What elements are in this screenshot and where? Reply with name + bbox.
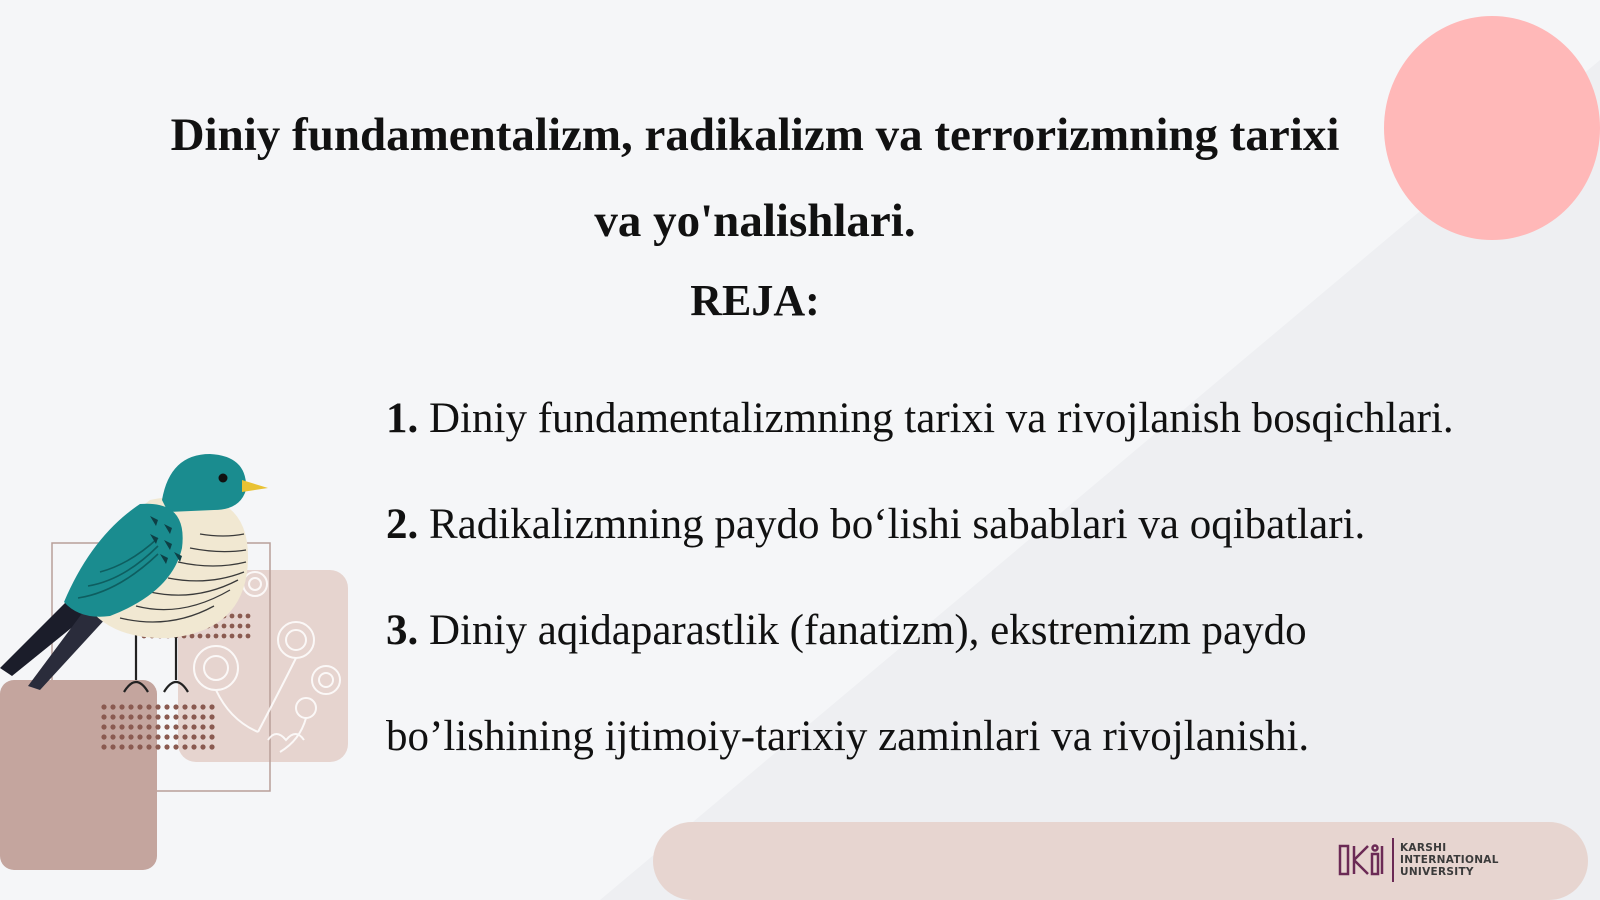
logo-divider (1392, 838, 1394, 882)
title-line-2: va yo'nalishlari. (594, 195, 916, 247)
title-line-1: Diniy fundamentalizm, radikalizm va terrorizmning tarixi (170, 109, 1340, 161)
logo-text-line-2: INTERNATIONAL (1400, 854, 1499, 866)
plan-item-2 (386, 472, 1586, 578)
logo-mark-icon (1338, 840, 1388, 880)
plan-item-3 (386, 578, 1586, 790)
plan-list (386, 366, 1586, 790)
plan-item-text: Diniy aqidaparastlik (fanatizm), ekstremizm paydo (429, 607, 1307, 654)
pink-circle-decoration (1384, 16, 1600, 240)
plan-item-text-continued: bo’lishining ijtimoiy-tarixiy zaminlari va rivojlanishi. (386, 713, 1310, 760)
logo-text-line-3: UNIVERSITY (1400, 866, 1474, 878)
plan-item-number: 1. (386, 395, 419, 442)
logo-text (1400, 842, 1499, 878)
plan-heading: REJA: (690, 276, 820, 325)
plan-item-number: 2. (386, 501, 419, 548)
logo-text-line-1: KARSHI (1400, 842, 1447, 854)
university-logo (1338, 836, 1518, 884)
slide-title (130, 92, 1380, 264)
plan-item-1 (386, 366, 1586, 472)
plan-item-text: Radikalizmning paydo bo‘lishi sabablari va oqibatlari. (429, 501, 1366, 548)
plan-item-number: 3. (386, 607, 419, 654)
plan-item-text: Diniy fundamentalizmning tarixi va rivojlanish bosqichlari. (429, 395, 1454, 442)
bird-illustration-icon (0, 440, 360, 900)
